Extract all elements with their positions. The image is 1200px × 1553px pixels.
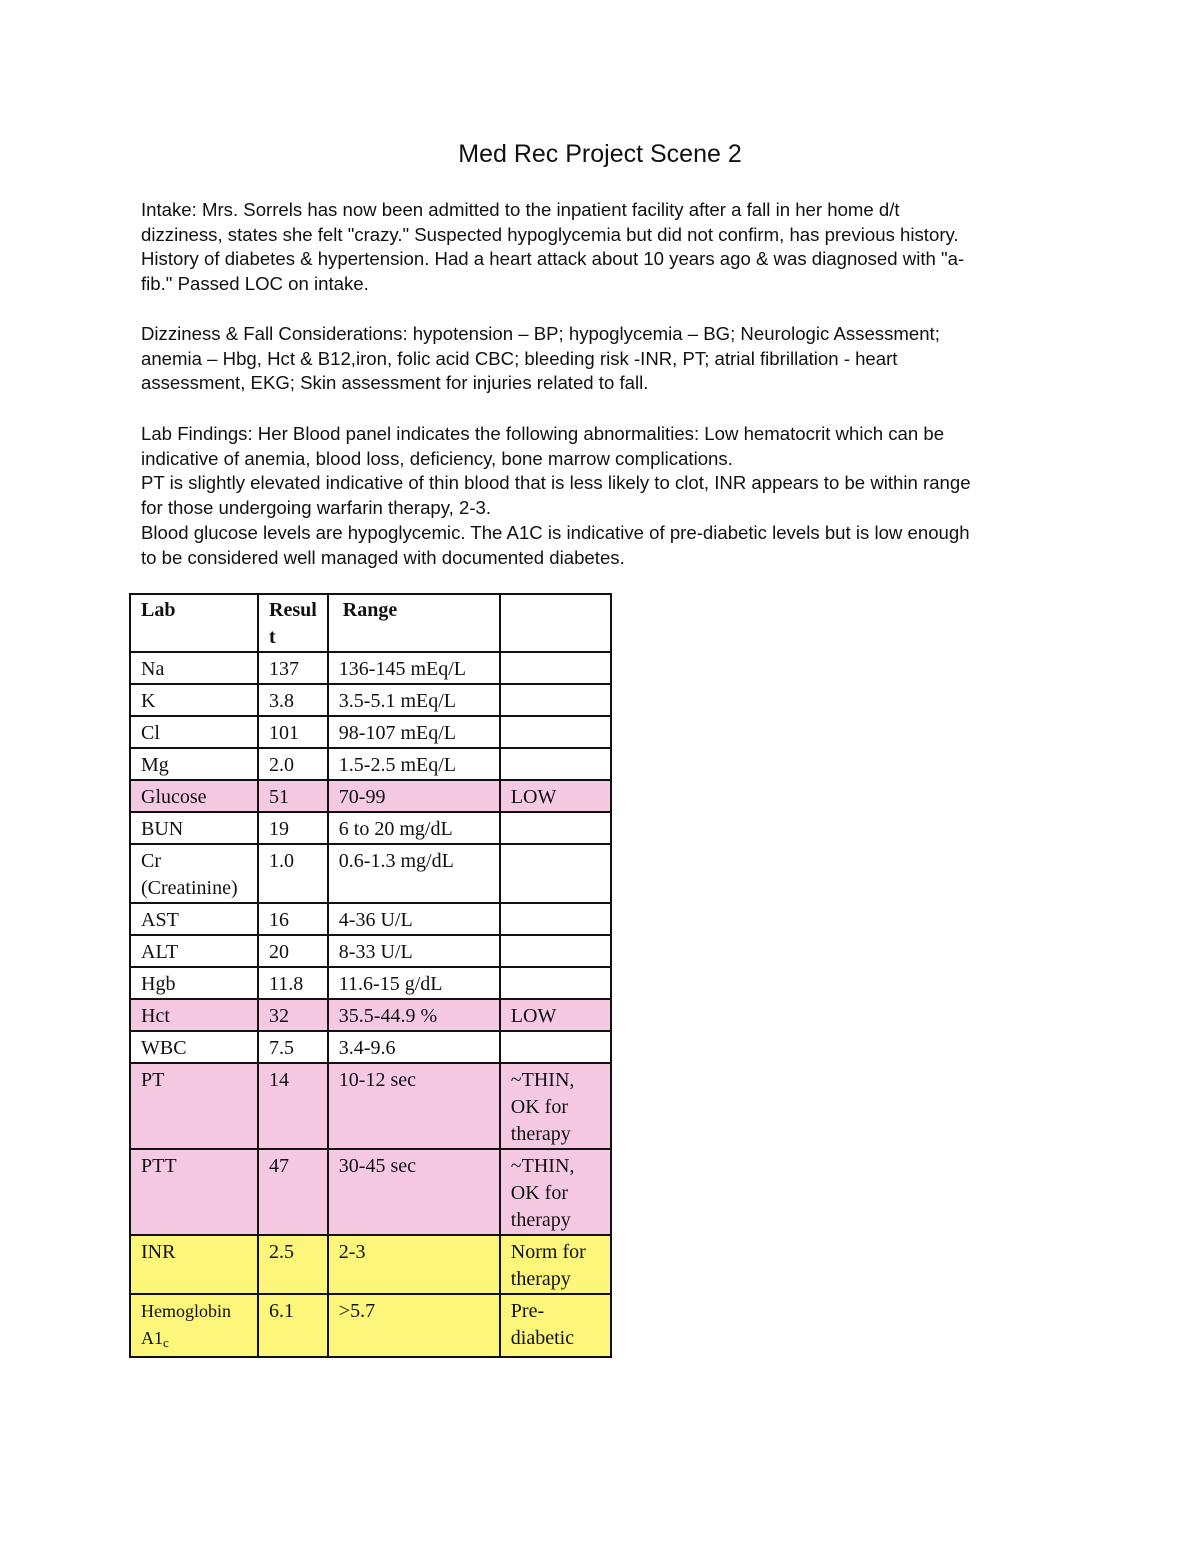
- lab-name-cell: INR: [130, 1235, 258, 1294]
- result-cell: 137: [258, 652, 328, 684]
- note-cell: [500, 716, 611, 748]
- lab-name-cell: Mg: [130, 748, 258, 780]
- dizziness-text: Dizziness & Fall Considerations: hypotension – BP; hypoglycemia – BG; Neurologic Assessment; anemia – Hbg, Hct & B12,iron, folic acid CBC; bleeding risk -INR, PT; atrial fibrillation - heart assessment, EKG; Skin assessment for injuries related to fall.: [141, 323, 940, 394]
- range-cell: 136-145 mEq/L: [328, 652, 500, 684]
- result-cell: 3.8: [258, 684, 328, 716]
- range-cell: 30-45 sec: [328, 1149, 500, 1235]
- table-row: [130, 1149, 611, 1235]
- result-cell: 101: [258, 716, 328, 748]
- result-cell: 20: [258, 935, 328, 967]
- lab-name-cell: Na: [130, 652, 258, 684]
- result-cell: 1.0: [258, 844, 328, 903]
- range-cell: 3.4-9.6: [328, 1031, 500, 1063]
- note-cell: [500, 903, 611, 935]
- lab-name-cell: BUN: [130, 812, 258, 844]
- note-cell: [500, 812, 611, 844]
- note-cell: LOW: [500, 780, 611, 812]
- lab-name-cell: WBC: [130, 1031, 258, 1063]
- range-cell: 10-12 sec: [328, 1063, 500, 1149]
- note-cell: Pre-diabetic: [500, 1294, 611, 1357]
- range-cell: 4-36 U/L: [328, 903, 500, 935]
- glucose-note-text: Blood glucose levels are hypoglycemic. The A1C is indicative of pre-diabetic levels but is low enough to be considered well managed with documented diabetes.: [141, 522, 970, 568]
- lab-name-cell: Hct: [130, 999, 258, 1031]
- note-cell: ~THIN, OK for therapy: [500, 1063, 611, 1149]
- header-note: [500, 594, 611, 652]
- table-row: [130, 716, 611, 748]
- note-cell: ~THIN, OK for therapy: [500, 1149, 611, 1235]
- result-cell: 14: [258, 1063, 328, 1149]
- range-cell: >5.7: [328, 1294, 500, 1357]
- note-cell: [500, 967, 611, 999]
- lab-name-cell: Hgb: [130, 967, 258, 999]
- result-cell: 7.5: [258, 1031, 328, 1063]
- result-cell: 47: [258, 1149, 328, 1235]
- range-cell: 6 to 20 mg/dL: [328, 812, 500, 844]
- header-range: Range: [328, 594, 500, 652]
- page-title: Med Rec Project Scene 2: [458, 140, 742, 168]
- result-cell: 2.5: [258, 1235, 328, 1294]
- table-row: [130, 684, 611, 716]
- table-row: [130, 935, 611, 967]
- lab-results-table: [129, 593, 612, 1358]
- range-cell: 11.6-15 g/dL: [328, 967, 500, 999]
- pt-note-paragraph: [141, 471, 1071, 520]
- range-cell: 2-3: [328, 1235, 500, 1294]
- range-cell: 98-107 mEq/L: [328, 716, 500, 748]
- lab-subscript: c: [163, 1335, 169, 1350]
- intake-text: Intake: Mrs. Sorrels has now been admitted to the inpatient facility after a fall in her home d/t dizziness, states she felt "crazy." Suspected hypoglycemia but did not confirm, has previous history. History of diabetes & hypertension. Had a heart attack about 10 years ago & was diagnosed with "a- fib." Passed LOC on intake.: [141, 199, 965, 295]
- table-row: [130, 652, 611, 684]
- note-cell: LOW: [500, 999, 611, 1031]
- range-cell: 8-33 U/L: [328, 935, 500, 967]
- note-cell: [500, 844, 611, 903]
- note-cell: Norm for therapy: [500, 1235, 611, 1294]
- intake-paragraph: [141, 198, 1071, 297]
- table-row: [130, 1031, 611, 1063]
- table-header-row: [130, 594, 611, 652]
- note-cell: [500, 748, 611, 780]
- table-row: [130, 844, 611, 903]
- pt-note-text: PT is slightly elevated indicative of thin blood that is less likely to clot, INR appears to be within range for those undergoing warfarin therapy, 2-3.: [141, 472, 971, 518]
- lab-name-cell: K: [130, 684, 258, 716]
- result-cell: 2.0: [258, 748, 328, 780]
- glucose-note-paragraph: [141, 521, 1071, 570]
- table-row: [130, 903, 611, 935]
- table-row: [130, 748, 611, 780]
- table-row: [130, 967, 611, 999]
- range-cell: 1.5-2.5 mEq/L: [328, 748, 500, 780]
- result-cell: 32: [258, 999, 328, 1031]
- header-lab: Lab: [130, 594, 258, 652]
- lab-name-cell: Cr (Creatinine): [130, 844, 258, 903]
- result-cell: 51: [258, 780, 328, 812]
- table-row: [130, 780, 611, 812]
- range-cell: 3.5-5.1 mEq/L: [328, 684, 500, 716]
- range-cell: 35.5-44.9 %: [328, 999, 500, 1031]
- note-cell: [500, 1031, 611, 1063]
- lab-name-cell: PTT: [130, 1149, 258, 1235]
- table-row: [130, 1235, 611, 1294]
- lab-name-cell: Glucose: [130, 780, 258, 812]
- lab-name-cell: [130, 1294, 258, 1357]
- table-row: [130, 999, 611, 1031]
- result-cell: 16: [258, 903, 328, 935]
- lab-name-cell: ALT: [130, 935, 258, 967]
- dizziness-considerations-paragraph: [141, 322, 1071, 396]
- lab-name-cell: Cl: [130, 716, 258, 748]
- lab-name-text: Hemoglobin A1: [141, 1301, 231, 1348]
- range-cell: 70-99: [328, 780, 500, 812]
- note-cell: [500, 652, 611, 684]
- table-row: [130, 1294, 611, 1357]
- lab-name-cell: PT: [130, 1063, 258, 1149]
- result-cell: 19: [258, 812, 328, 844]
- note-cell: [500, 684, 611, 716]
- table-row: [130, 812, 611, 844]
- lab-findings-text: Lab Findings: Her Blood panel indicates the following abnormalities: Low hematocrit which can be indicative of anemia, blood loss, deficiency, bone marrow complications.: [141, 423, 945, 469]
- table-row: [130, 1063, 611, 1149]
- header-result: Resul t: [258, 594, 328, 652]
- range-cell: 0.6-1.3 mg/dL: [328, 844, 500, 903]
- lab-findings-paragraph: [141, 422, 1071, 471]
- note-cell: [500, 935, 611, 967]
- result-cell: 6.1: [258, 1294, 328, 1357]
- lab-name-cell: AST: [130, 903, 258, 935]
- result-cell: 11.8: [258, 967, 328, 999]
